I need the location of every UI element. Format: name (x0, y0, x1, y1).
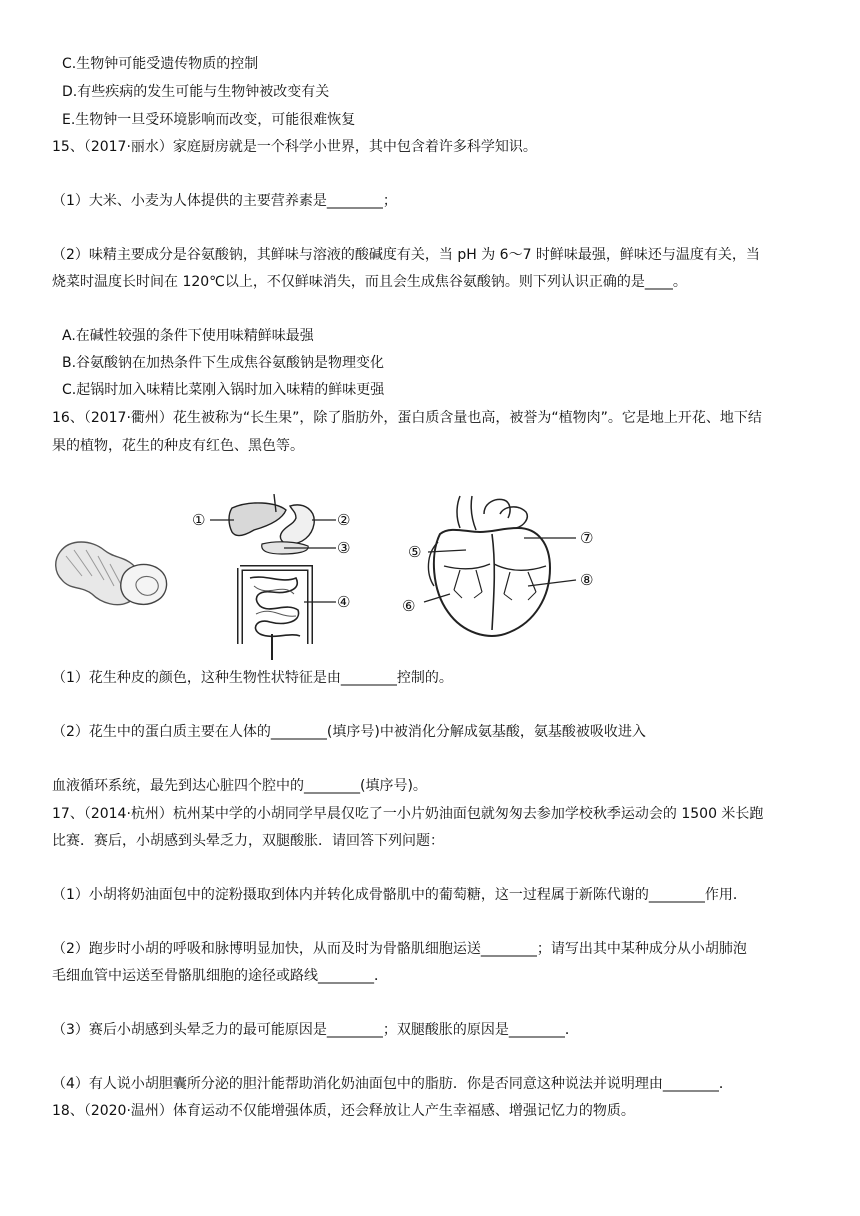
label-8: ⑧ (580, 571, 594, 589)
peanut-illustration (52, 520, 182, 620)
q15-option-a: A.在碱性较强的条件下使用味精鲜味最强 (62, 328, 314, 344)
digestive-system-diagram (186, 494, 356, 660)
q16-stem-line2: 果的植物，花生的种皮有红色、黑色等。 (52, 438, 304, 454)
q16-stem-line1: 16、（2017·衢州）花生被称为“长生果”，除了脂肪外，蛋白质含量也高，被誉为“植物肉”。它是地上开花、地下结 (52, 410, 762, 426)
q16-part2-line2: 血液循环系统，最先到达心脏四个腔中的________(填序号)。 (52, 778, 427, 794)
q15-part1: （1）大米、小麦为人体提供的主要营养素是________； (52, 193, 397, 209)
q14-option-e: E.生物钟一旦受环境影响而改变，可能很难恢复 (62, 112, 356, 128)
label-3: ③ (337, 539, 351, 557)
q16-part1: （1）花生种皮的颜色，这种生物性状特征是由________控制的。 (52, 670, 453, 686)
label-6: ⑥ (402, 597, 416, 615)
q17-part1: （1）小胡将奶油面包中的淀粉摄取到体内并转化成骨骼肌中的葡萄糖，这一过程属于新陈代谢的________作用． (52, 887, 747, 903)
label-1: ① (192, 511, 206, 529)
q15-option-b: B.谷氨酸钠在加热条件下生成焦谷氨酸钠是物理变化 (62, 355, 385, 371)
q15-part2-line2: 烧菜时温度长时间在 120℃以上，不仅鲜味消失，而且会生成焦谷氨酸钠。则下列认识正确的是____。 (52, 274, 687, 290)
q15-option-c: C.起锅时加入味精比菜刚入锅时加入味精的鲜味更强 (62, 382, 385, 398)
heart-diagram (400, 494, 600, 644)
q17-part3: （3）赛后小胡感到头晕乏力的最可能原因是________；双腿酸胀的原因是________． (52, 1022, 579, 1038)
q17-part2-line2: 毛细血管中运送至骨骼肌细胞的途径或路线________． (52, 968, 388, 984)
label-4: ④ (337, 593, 351, 611)
q14-option-c: C.生物钟可能受遗传物质的控制 (62, 56, 259, 72)
q15-part2-line1: （2）味精主要成分是谷氨酸钠，其鲜味与溶液的酸碱度有关，当 pH 为 6～7 时鲜味最强，鲜味还与温度有关，当 (52, 247, 760, 263)
q17-stem-line1: 17、（2014·杭州）杭州某中学的小胡同学早晨仅吃了一小片奶油面包就匆匆去参加学校秋季运动会的 1500 米长跑 (52, 806, 764, 822)
label-2: ② (337, 511, 351, 529)
label-7: ⑦ (580, 529, 594, 547)
q17-part2-line1: （2）跑步时小胡的呼吸和脉博明显加快，从而及时为骨骼肌细胞运送________；请写出其中某种成分从小胡肺泡 (52, 941, 747, 957)
q17-stem-line2: 比赛．赛后，小胡感到头晕乏力，双腿酸胀．请回答下列问题： (52, 833, 444, 849)
q15-stem: 15、（2017·丽水）家庭厨房就是一个科学小世界，其中包含着许多科学知识。 (52, 139, 537, 155)
q17-part4: （4）有人说小胡胆囊所分泌的胆汁能帮助消化奶油面包中的脂肪．你是否同意这种说法并说明理由________． (52, 1076, 733, 1092)
q18-stem: 18、（2020·温州）体育运动不仅能增强体质，还会释放让人产生幸福感、增强记忆力的物质。 (52, 1103, 635, 1119)
q16-part2-line1: （2）花生中的蛋白质主要在人体的________(填序号)中被消化分解成氨基酸，氨基酸被吸收进入 (52, 724, 646, 740)
label-5: ⑤ (408, 543, 422, 561)
q14-option-d: D.有些疾病的发生可能与生物钟被改变有关 (62, 84, 330, 100)
